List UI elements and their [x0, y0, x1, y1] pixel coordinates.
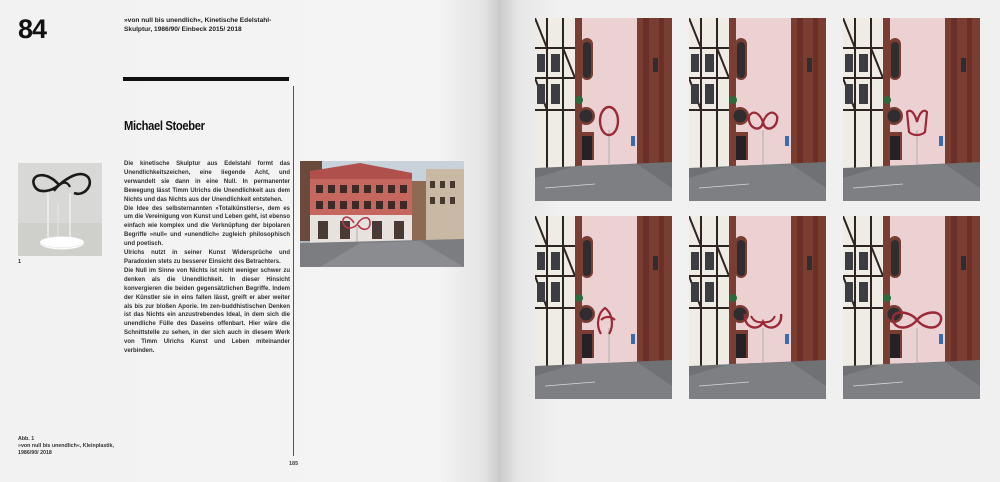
folio: 185	[289, 461, 299, 467]
work-title: »von null bis unendlich«, Kinetische Edelstahl-Skulptur, 1986/90/ Einbeck 2015/ 2018	[124, 17, 272, 33]
sculpture-sequence-photo	[689, 216, 826, 399]
sculpture-sequence-photo	[843, 216, 980, 399]
paragraph: Die Null im Sinne von Nichts ist nicht weniger schwer zu denken als die Unendlichkeit. In dieser Hinsicht konvergieren die beiden gegensätzlichen Begriffe. Indem der Künstler sie in eins fallen lässt, greift er aber weiter als bis zur bloßen Aporie. Im zen-buddhistischen Denken ist das Nichts ein anzustrebendes Ideal, in dem sich die unendliche Fülle des Daseins offenbart. Hier wäre die Schnittstelle zu sehen, in der sich auch in diesem Werk von Timm Ulrichs Kunst und Leben miteinander verbinden.	[124, 267, 290, 355]
paragraph: Die kinetische Skulptur aus Edelstahl formt das Unendlichkeitszeichen, eine liegende Acht, und verwandelt sie dann in eine Null. In permanenter Bewegung lässt Timm Ulrichs die Unendlichkeit aus dem Nichts und das Nichts aus der Unendlichkeit entstehen.	[124, 161, 290, 203]
artist-name: Michael Stoeber	[124, 118, 205, 133]
essay-text	[124, 160, 290, 356]
right-page	[498, 0, 1000, 482]
sculpture-sequence-photo	[535, 216, 672, 399]
paragraph: Ulrichs nutzt in seiner Kunst Widersprüche und Paradoxien stets zu besserer Einsicht des Betrachters.	[124, 250, 290, 265]
column-divider	[293, 86, 294, 456]
page-number: 84	[18, 14, 47, 44]
caption-label: Abb. 1	[18, 436, 35, 442]
sculpture-sequence-photo	[535, 18, 672, 201]
sculpture-model-photo	[18, 163, 102, 256]
caption-title: »von null bis unendlich«, Kleinplastik,	[18, 443, 114, 449]
caption-date: 1986/90/ 2018	[18, 450, 52, 456]
left-page	[0, 0, 498, 482]
sculpture-sequence-photo	[843, 18, 980, 201]
title-rule	[123, 77, 289, 81]
sculpture-sequence-photo	[689, 18, 826, 201]
figure-number: 1	[18, 259, 22, 265]
einbeck-street-photo	[300, 161, 464, 267]
figure-caption	[18, 436, 118, 457]
paragraph: Die Idee des selbsternannten »Totalkünstlers«, dem es um die Vereinigung von Kunst und Leben geht, ist ebenso einfach wie komplex und die Verknüpfung der bipolaren Begriffe »null« und »unendlich« zugleich philosophisch und poetisch.	[124, 205, 290, 248]
